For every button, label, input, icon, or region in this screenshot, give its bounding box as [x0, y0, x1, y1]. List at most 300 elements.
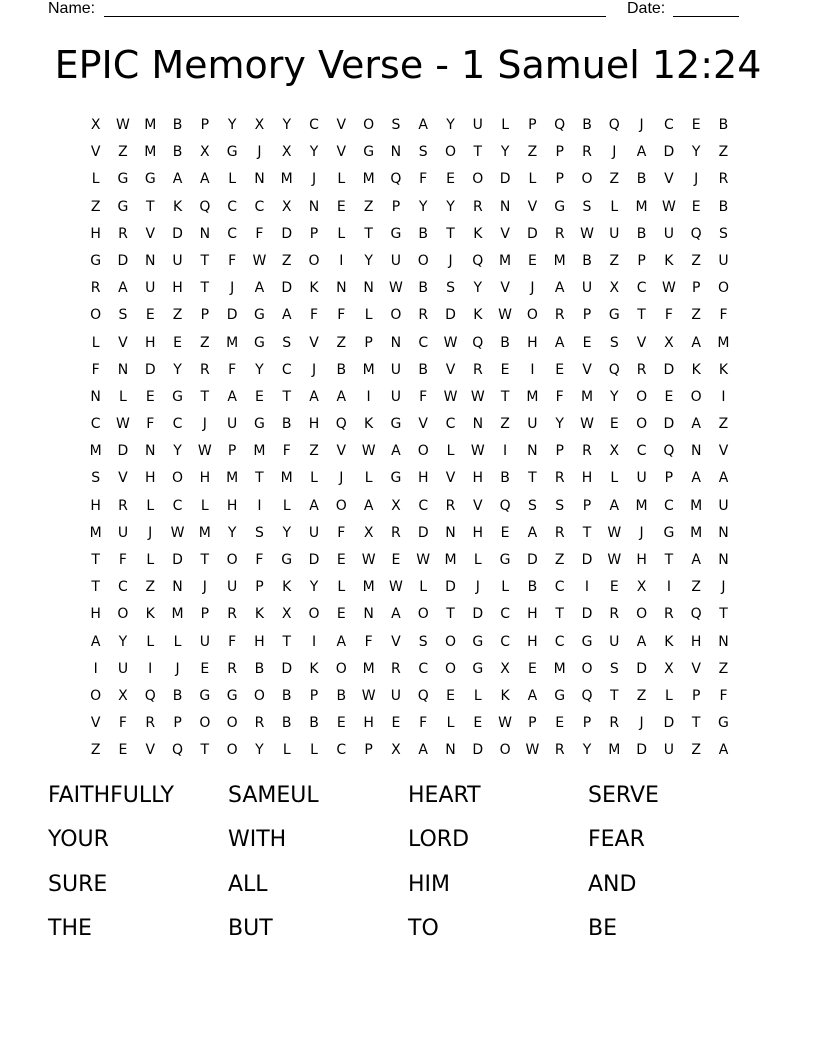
grid-letter[interactable]: N [363, 606, 374, 623]
grid-letter[interactable]: H [254, 633, 265, 650]
grid-letter[interactable]: O [444, 660, 457, 677]
grid-letter[interactable]: Y [610, 388, 619, 405]
grid-letter[interactable]: N [145, 443, 156, 460]
grid-letter[interactable]: W [388, 280, 403, 297]
grid-letter[interactable]: T [500, 388, 510, 405]
grid-letter[interactable]: G [117, 171, 129, 188]
grid-letter[interactable]: B [718, 117, 729, 133]
grid-letter[interactable]: E [336, 715, 346, 732]
grid-letter[interactable]: B [636, 225, 647, 242]
grid-letter[interactable]: S [118, 307, 128, 324]
grid-letter[interactable]: X [281, 606, 292, 623]
grid-letter[interactable]: K [664, 633, 674, 650]
grid-letter[interactable]: C [418, 660, 429, 677]
grid-letter[interactable]: R [472, 198, 483, 215]
grid-letter[interactable]: E [145, 388, 155, 405]
grid-letter[interactable]: B [527, 579, 538, 596]
grid-letter[interactable]: K [664, 252, 674, 269]
grid-letter[interactable]: D [527, 552, 538, 568]
grid-letter[interactable]: N [199, 225, 211, 242]
grid-letter[interactable]: M [635, 497, 648, 514]
grid-letter[interactable]: R [118, 225, 128, 242]
grid-letter[interactable]: C [254, 198, 265, 215]
grid-letter[interactable]: S [282, 334, 292, 351]
grid-letter[interactable]: M [198, 524, 211, 541]
grid-letter[interactable]: E [609, 416, 619, 433]
grid-letter[interactable]: P [309, 687, 319, 704]
grid-letter[interactable]: U [308, 524, 320, 541]
grid-letter[interactable]: L [610, 470, 619, 487]
grid-letter[interactable]: Z [609, 171, 620, 188]
grid-letter[interactable]: P [582, 715, 592, 732]
grid-letter[interactable]: S [555, 497, 565, 514]
grid-letter[interactable]: I [584, 579, 590, 596]
grid-letter[interactable]: G [363, 144, 375, 161]
grid-letter[interactable]: I [530, 361, 535, 378]
grid-letter[interactable]: H [581, 470, 593, 487]
grid-letter[interactable]: R [664, 606, 674, 623]
grid-letter[interactable]: L [310, 470, 318, 487]
grid-letter[interactable]: A [554, 280, 565, 297]
grid-letter[interactable]: S [609, 334, 619, 351]
grid-letter[interactable]: V [445, 470, 456, 487]
grid-letter[interactable]: L [528, 171, 537, 188]
grid-letter[interactable]: H [144, 334, 156, 351]
grid-letter[interactable]: Q [690, 225, 702, 242]
grid-letter[interactable]: O [90, 687, 102, 704]
grid-letter[interactable]: Z [718, 416, 729, 433]
grid-letter[interactable]: F [419, 171, 428, 188]
grid-letter[interactable]: P [555, 443, 564, 460]
grid-letter[interactable]: W [197, 443, 212, 460]
grid-letter[interactable]: G [172, 388, 183, 405]
grid-letter[interactable]: M [226, 334, 239, 351]
grid-letter[interactable]: T [200, 742, 210, 759]
grid-letter[interactable]: I [666, 579, 671, 596]
grid-letter[interactable]: L [91, 171, 100, 188]
grid-letter[interactable]: E [336, 198, 346, 215]
grid-letter[interactable]: E [446, 687, 455, 704]
grid-letter[interactable]: M [89, 524, 102, 541]
grid-letter[interactable]: B [500, 470, 510, 487]
grid-letter[interactable]: I [257, 497, 262, 514]
grid-letter[interactable]: Y [446, 198, 455, 215]
grid-letter[interactable]: A [691, 552, 701, 568]
grid-letter[interactable]: C [172, 497, 183, 514]
grid-letter[interactable]: W [661, 280, 676, 297]
grid-letter[interactable]: E [500, 361, 510, 378]
grid-letter[interactable]: M [690, 524, 703, 541]
grid-letter[interactable]: L [501, 117, 509, 133]
grid-letter[interactable]: R [472, 361, 483, 378]
grid-letter[interactable]: W [607, 524, 622, 541]
grid-letter[interactable]: O [417, 443, 429, 460]
grid-letter[interactable]: M [362, 579, 375, 596]
grid-letter[interactable]: G [199, 687, 211, 704]
grid-letter[interactable]: L [337, 579, 346, 596]
grid-letter[interactable]: R [418, 307, 429, 324]
grid-letter[interactable]: M [144, 117, 157, 133]
grid-letter[interactable]: H [144, 470, 156, 487]
grid-letter[interactable]: W [361, 552, 376, 568]
grid-letter[interactable]: K [282, 579, 292, 596]
grid-letter[interactable]: T [91, 552, 100, 568]
grid-letter[interactable]: L [364, 470, 373, 487]
grid-letter[interactable]: H [527, 606, 538, 623]
grid-letter[interactable]: S [418, 633, 428, 650]
grid-letter[interactable]: G [554, 198, 566, 215]
grid-letter[interactable]: N [472, 416, 484, 433]
grid-letter[interactable]: U [145, 280, 156, 297]
grid-letter[interactable]: L [337, 225, 346, 242]
grid-letter[interactable]: U [390, 687, 402, 704]
grid-letter[interactable]: F [255, 225, 264, 242]
grid-letter[interactable]: T [664, 552, 674, 568]
grid-letter[interactable]: V [418, 416, 428, 433]
grid-letter[interactable]: D [499, 171, 511, 188]
grid-letter[interactable]: J [230, 280, 235, 297]
grid-letter[interactable]: L [446, 715, 455, 732]
grid-letter[interactable]: O [390, 307, 402, 324]
grid-letter[interactable]: H [636, 552, 647, 568]
grid-letter[interactable]: Q [144, 687, 156, 704]
grid-letter[interactable]: J [257, 144, 262, 161]
grid-letter[interactable]: A [718, 742, 729, 759]
grid-letter[interactable]: W [580, 416, 594, 433]
grid-letter[interactable]: Z [90, 198, 101, 215]
grid-letter[interactable]: A [636, 144, 647, 161]
grid-letter[interactable]: M [144, 144, 157, 161]
grid-letter[interactable]: T [719, 606, 728, 623]
grid-letter[interactable]: U [663, 225, 674, 242]
grid-letter[interactable]: N [718, 633, 729, 650]
grid-letter[interactable]: H [226, 497, 238, 514]
grid-letter[interactable]: G [117, 198, 129, 215]
grid-letter[interactable]: G [90, 252, 102, 269]
grid-letter[interactable]: O [636, 606, 648, 623]
grid-letter[interactable]: E [555, 361, 565, 378]
grid-letter[interactable]: C [118, 579, 128, 596]
grid-letter[interactable]: R [90, 280, 101, 297]
grid-letter[interactable]: K [145, 606, 155, 623]
grid-letter[interactable]: U [199, 633, 210, 650]
grid-letter[interactable]: B [172, 117, 183, 133]
grid-letter[interactable]: G [254, 307, 265, 324]
grid-letter[interactable]: O [172, 470, 184, 487]
grid-letter[interactable]: R [145, 715, 156, 732]
grid-letter[interactable]: D [663, 361, 675, 378]
grid-letter[interactable]: V [500, 225, 510, 242]
grid-letter[interactable]: J [311, 171, 317, 188]
grid-letter[interactable]: O [444, 633, 457, 650]
grid-letter[interactable]: N [90, 388, 101, 405]
grid-letter[interactable]: L [610, 198, 619, 215]
grid-letter[interactable]: J [694, 171, 699, 188]
grid-letter[interactable]: U [527, 416, 538, 433]
grid-letter[interactable]: B [172, 687, 183, 704]
grid-letter[interactable]: G [226, 687, 238, 704]
grid-letter[interactable]: W [498, 307, 513, 324]
grid-letter[interactable]: Z [118, 144, 128, 161]
grid-letter[interactable]: G [608, 307, 620, 324]
grid-letter[interactable]: A [691, 470, 701, 487]
grid-letter[interactable]: A [200, 171, 210, 188]
grid-letter[interactable]: J [311, 361, 317, 378]
grid-letter[interactable]: P [691, 687, 701, 704]
grid-letter[interactable]: U [472, 117, 483, 133]
grid-letter[interactable]: C [554, 633, 565, 650]
grid-letter[interactable]: F [228, 361, 237, 378]
grid-letter[interactable]: T [446, 225, 455, 242]
grid-letter[interactable]: U [117, 524, 129, 541]
grid-letter[interactable]: C [636, 443, 647, 460]
grid-letter[interactable]: Q [663, 443, 675, 460]
grid-letter[interactable]: H [472, 470, 484, 487]
grid-letter[interactable]: A [281, 307, 292, 324]
grid-letter[interactable]: A [418, 117, 428, 133]
grid-letter[interactable]: V [309, 334, 319, 351]
grid-letter[interactable]: E [336, 606, 346, 623]
grid-letter[interactable]: V [391, 633, 401, 650]
grid-letter[interactable]: Y [582, 742, 592, 759]
grid-letter[interactable]: G [144, 171, 156, 188]
grid-letter[interactable]: D [636, 660, 647, 677]
grid-letter[interactable]: S [582, 198, 592, 215]
grid-letter[interactable]: M [226, 470, 239, 487]
grid-letter[interactable]: W [361, 687, 376, 704]
grid-letter[interactable]: M [690, 497, 703, 514]
grid-letter[interactable]: N [363, 280, 374, 297]
grid-letter[interactable]: U [227, 416, 238, 433]
grid-letter[interactable]: B [636, 171, 647, 188]
grid-letter[interactable]: L [200, 497, 209, 514]
grid-letter[interactable]: Z [718, 660, 729, 677]
grid-letter[interactable]: Z [336, 334, 347, 351]
grid-letter[interactable]: V [90, 144, 101, 161]
grid-letter[interactable]: L [419, 579, 428, 596]
grid-letter[interactable]: O [690, 388, 702, 405]
grid-letter[interactable]: H [172, 280, 183, 297]
grid-letter[interactable]: C [90, 416, 101, 433]
grid-letter[interactable]: L [119, 388, 127, 405]
grid-letter[interactable]: Q [499, 497, 511, 514]
grid-letter[interactable]: X [664, 660, 674, 677]
grid-letter[interactable]: Z [200, 334, 210, 351]
grid-letter[interactable]: P [364, 742, 373, 759]
grid-letter[interactable]: F [555, 388, 564, 405]
grid-letter[interactable]: S [91, 470, 101, 487]
grid-letter[interactable]: I [93, 660, 98, 677]
grid-letter[interactable]: J [639, 524, 644, 541]
grid-letter[interactable]: O [444, 144, 457, 161]
grid-letter[interactable]: R [118, 497, 128, 514]
grid-letter[interactable]: B [500, 334, 510, 351]
grid-letter[interactable]: A [172, 171, 183, 188]
grid-letter[interactable]: T [364, 225, 373, 242]
grid-letter[interactable]: B [336, 687, 347, 704]
grid-letter[interactable]: I [148, 660, 153, 677]
grid-letter[interactable]: M [362, 660, 375, 677]
grid-letter[interactable]: D [226, 307, 238, 324]
grid-letter[interactable]: U [172, 252, 183, 269]
grid-letter[interactable]: O [253, 687, 265, 704]
grid-letter[interactable]: J [639, 715, 644, 732]
grid-letter[interactable]: C [281, 361, 292, 378]
grid-letter[interactable]: M [444, 552, 457, 568]
grid-letter[interactable]: G [390, 470, 402, 487]
grid-letter[interactable]: P [555, 144, 564, 161]
grid-letter[interactable]: A [336, 633, 347, 650]
grid-letter[interactable]: T [200, 552, 210, 568]
grid-letter[interactable]: Z [527, 144, 538, 161]
grid-letter[interactable]: W [525, 742, 540, 759]
grid-letter[interactable]: D [172, 552, 183, 568]
grid-letter[interactable]: N [527, 443, 538, 460]
grid-letter[interactable]: W [498, 715, 513, 732]
grid-letter[interactable]: P [173, 715, 182, 732]
grid-letter[interactable]: Z [691, 579, 701, 596]
grid-letter[interactable]: R [254, 715, 265, 732]
grid-letter[interactable]: J [448, 252, 453, 269]
grid-letter[interactable]: D [472, 742, 484, 759]
grid-letter[interactable]: Y [446, 117, 455, 133]
grid-letter[interactable]: O [226, 552, 238, 568]
grid-letter[interactable]: P [528, 117, 537, 133]
grid-letter[interactable]: G [390, 416, 402, 433]
grid-letter[interactable]: F [664, 307, 673, 324]
grid-letter[interactable]: E [555, 715, 565, 732]
grid-letter[interactable]: U [227, 579, 238, 596]
grid-letter[interactable]: Y [118, 633, 128, 650]
grid-letter[interactable]: E [446, 171, 455, 188]
grid-letter[interactable]: E [691, 117, 701, 133]
grid-letter[interactable]: Y [255, 361, 264, 378]
grid-letter[interactable]: U [390, 361, 402, 378]
grid-letter[interactable]: Q [335, 416, 347, 433]
grid-letter[interactable]: I [311, 633, 317, 650]
grid-letter[interactable]: D [445, 307, 456, 324]
grid-letter[interactable]: A [527, 687, 538, 704]
grid-letter[interactable]: D [581, 606, 593, 623]
grid-letter[interactable]: X [391, 742, 401, 759]
grid-letter[interactable]: P [391, 198, 401, 215]
grid-letter[interactable]: G [472, 660, 484, 677]
grid-letter[interactable]: V [500, 280, 510, 297]
grid-letter[interactable]: H [90, 497, 101, 514]
grid-letter[interactable]: Z [718, 144, 729, 161]
grid-letter[interactable]: L [282, 742, 291, 759]
grid-letter[interactable]: A [718, 470, 729, 487]
grid-letter[interactable]: N [117, 361, 129, 378]
grid-letter[interactable]: O [335, 497, 347, 514]
grid-letter[interactable]: R [582, 144, 592, 161]
grid-letter[interactable]: G [281, 552, 293, 568]
grid-letter[interactable]: L [364, 307, 373, 324]
grid-letter[interactable]: V [636, 334, 647, 351]
grid-letter[interactable]: R [199, 361, 210, 378]
grid-letter[interactable]: M [280, 470, 293, 487]
grid-letter[interactable]: X [254, 117, 265, 133]
grid-letter[interactable]: V [336, 117, 347, 133]
grid-letter[interactable]: P [691, 280, 701, 297]
grid-letter[interactable]: A [418, 742, 428, 759]
grid-letter[interactable]: R [554, 742, 565, 759]
grid-letter[interactable]: W [361, 443, 376, 460]
grid-letter[interactable]: R [554, 470, 565, 487]
grid-letter[interactable]: Y [418, 198, 428, 215]
grid-letter[interactable]: O [90, 307, 102, 324]
grid-letter[interactable]: D [417, 524, 429, 541]
grid-letter[interactable]: T [473, 144, 483, 161]
grid-letter[interactable]: T [200, 252, 210, 269]
grid-letter[interactable]: Z [363, 198, 374, 215]
grid-letter[interactable]: C [227, 225, 238, 242]
grid-letter[interactable]: U [663, 742, 674, 759]
grid-letter[interactable]: L [146, 633, 155, 650]
grid-letter[interactable]: B [172, 144, 183, 161]
grid-letter[interactable]: M [280, 171, 293, 188]
grid-letter[interactable]: F [364, 633, 373, 650]
grid-letter[interactable]: H [472, 524, 484, 541]
grid-letter[interactable]: M [717, 334, 730, 351]
grid-letter[interactable]: G [254, 416, 265, 433]
grid-letter[interactable]: P [582, 307, 592, 324]
grid-letter[interactable]: G [226, 144, 238, 161]
grid-letter[interactable]: N [172, 579, 183, 596]
grid-letter[interactable]: P [200, 117, 210, 133]
grid-letter[interactable]: E [473, 715, 483, 732]
grid-letter[interactable]: A [554, 334, 565, 351]
grid-letter[interactable]: B [281, 715, 292, 732]
grid-letter[interactable]: P [309, 225, 319, 242]
grid-letter[interactable]: J [175, 660, 180, 677]
grid-letter[interactable]: U [390, 252, 402, 269]
grid-letter[interactable]: P [664, 470, 674, 487]
grid-letter[interactable]: F [337, 307, 346, 324]
grid-letter[interactable]: U [718, 497, 729, 514]
grid-letter[interactable]: B [254, 660, 265, 677]
grid-letter[interactable]: F [719, 687, 728, 704]
grid-letter[interactable]: R [554, 225, 565, 242]
grid-letter[interactable]: W [607, 552, 622, 568]
grid-letter[interactable]: X [281, 144, 292, 161]
grid-letter[interactable]: J [639, 117, 644, 133]
grid-letter[interactable]: W [661, 198, 676, 215]
grid-letter[interactable]: M [362, 171, 375, 188]
grid-letter[interactable]: V [445, 361, 456, 378]
grid-letter[interactable]: D [663, 715, 675, 732]
grid-letter[interactable]: A [336, 388, 347, 405]
grid-letter[interactable]: J [148, 524, 153, 541]
grid-letter[interactable]: A [227, 388, 237, 405]
grid-letter[interactable]: Y [227, 117, 237, 133]
grid-letter[interactable]: F [719, 307, 728, 324]
grid-letter[interactable]: V [527, 198, 538, 215]
grid-letter[interactable]: H [90, 225, 101, 242]
grid-letter[interactable]: V [145, 742, 156, 759]
grid-letter[interactable]: P [364, 334, 373, 351]
grid-letter[interactable]: S [719, 225, 728, 242]
grid-letter[interactable]: A [90, 633, 101, 650]
grid-letter[interactable]: M [580, 388, 594, 405]
grid-letter[interactable]: W [580, 225, 594, 242]
grid-letter[interactable]: C [445, 416, 456, 433]
grid-letter[interactable]: O [417, 252, 429, 269]
grid-letter[interactable]: V [336, 144, 347, 161]
grid-letter[interactable]: K [473, 307, 483, 324]
grid-letter[interactable]: O [335, 660, 347, 677]
grid-letter[interactable]: W [388, 579, 403, 596]
